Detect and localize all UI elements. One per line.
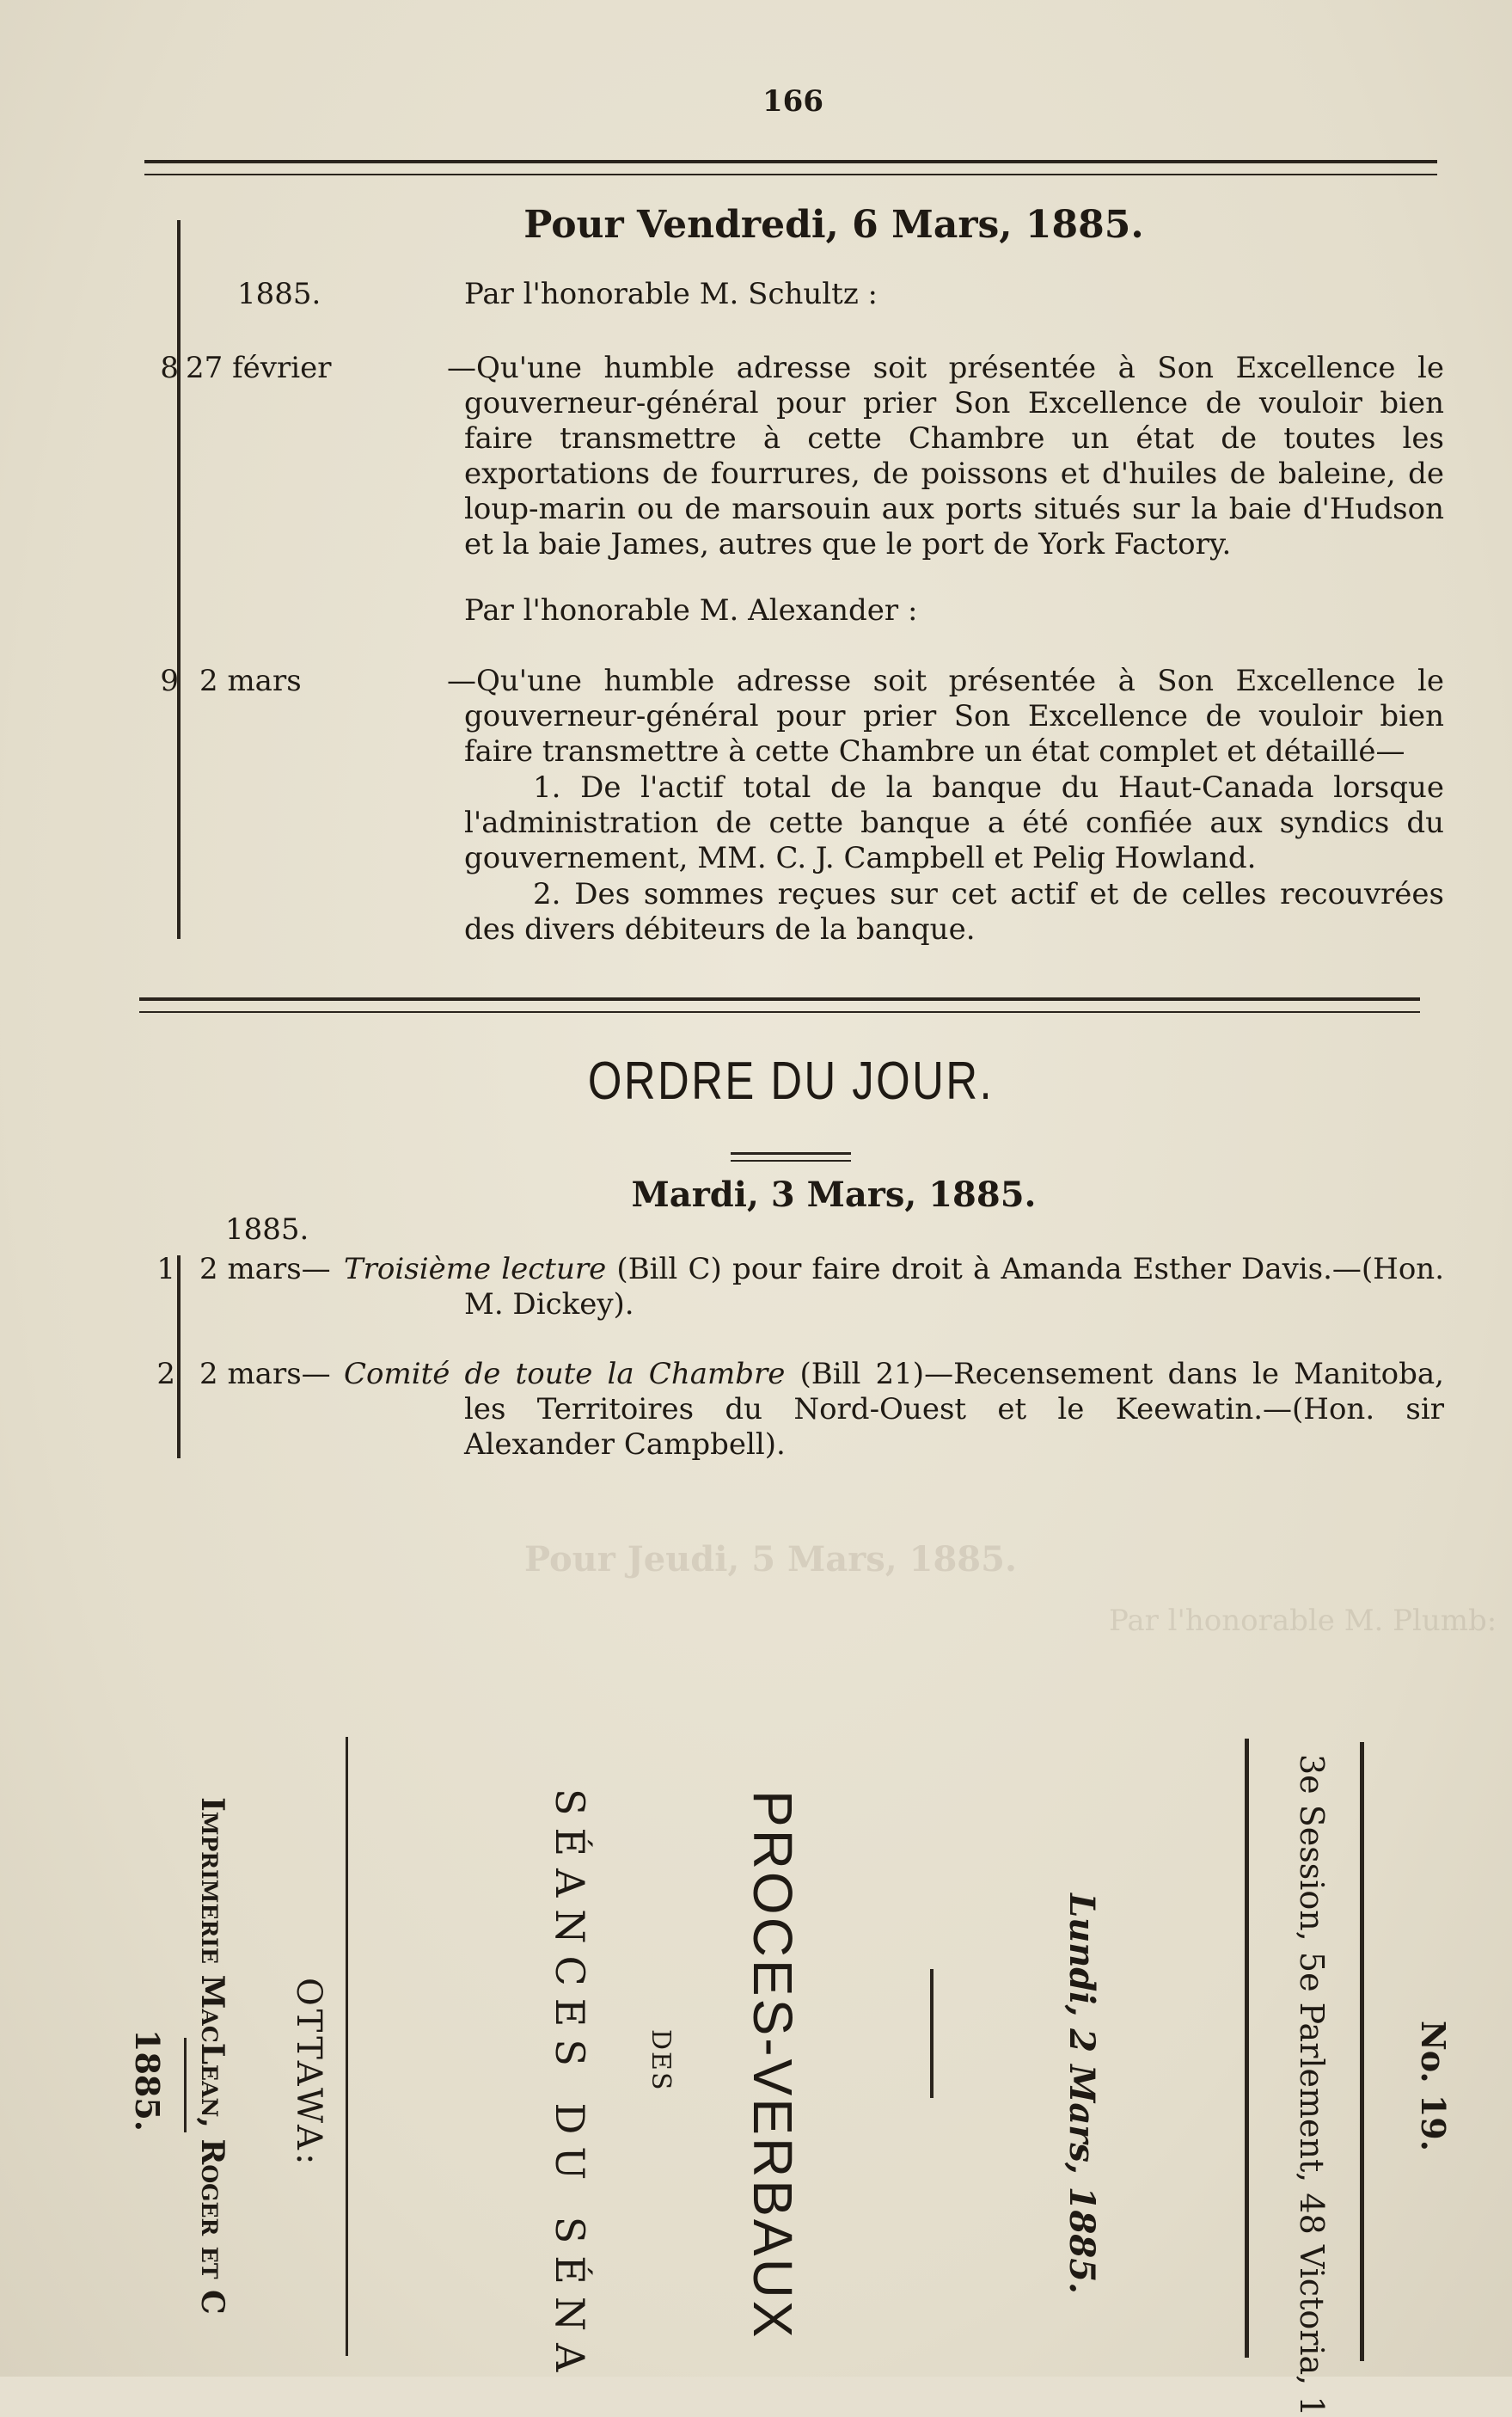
item-number: 1 <box>156 1252 175 1286</box>
cover-rule <box>930 1969 934 2098</box>
motion-number: 9 <box>160 664 179 698</box>
item-description: (Bill 21)—Recensement dans le Manitoba, les Territoires du Nord-Ouest et le Keewatin.—(Hon. sir Alexander Campbell). <box>464 1357 1444 1462</box>
cover-frame-line <box>346 1737 348 2356</box>
item-date: 2 mars— <box>199 1252 331 1286</box>
cover-frame-line <box>1245 1739 1249 2358</box>
section-rule <box>139 997 1420 1013</box>
cover-des: DES <box>646 2029 676 2092</box>
order-item <box>344 1357 1444 1463</box>
item-date: 2 mars— <box>199 1357 331 1391</box>
mover-schultz: Par l'honorable M. Schultz : <box>464 277 878 311</box>
cover-frame-line <box>1360 1742 1364 2361</box>
order-item <box>344 1252 1445 1322</box>
margin-bar <box>177 1255 181 1458</box>
cover-year: 1885. <box>128 2029 167 2132</box>
cover-printer: Imprimerie MacLean, Roger et C <box>194 1797 230 2315</box>
year-label: 1885. <box>237 277 321 311</box>
motion-subitem: 2. Des sommes reçues sur cet actif et de celles recouvrées des divers débiteurs de la banque. <box>464 877 1444 947</box>
item-description: (Bill C) pour faire droit à Amanda Esther Davis.—(Hon. M. Dickey). <box>464 1252 1445 1322</box>
top-rule <box>144 160 1437 175</box>
bleed-through-line: Par l'honorable M. Plumb: <box>1109 1604 1497 1638</box>
margin-bar <box>177 220 181 939</box>
item-stage: Comité de toute la Chambre <box>344 1357 786 1391</box>
item-number: 2 <box>156 1357 175 1391</box>
item-stage: Troisième lecture <box>344 1252 607 1286</box>
cover-title: PROCES-VERBAUX <box>742 1790 804 2340</box>
mover-alexander: Par l'honorable M. Alexander : <box>464 593 918 628</box>
ordre-date-heading: Mardi, 3 Mars, 1885. <box>631 1175 1037 1215</box>
cover-city: OTTAWA: <box>289 1978 328 2169</box>
section-heading: Pour Vendredi, 6 Mars, 1885. <box>523 203 1144 247</box>
motion-subitem: 1. De l'actif total de la banque du Haut-Canada lorsque l'administration de cette banque a été confiée aux syndics du gouvernement, MM. C. J. Campbell et Pelig Howland. <box>464 770 1444 875</box>
ordre-du-jour-title: ORDRE DU JOUR. <box>587 1052 995 1111</box>
page-number: 166 <box>762 84 823 119</box>
rotated-cover <box>0 1711 1512 2417</box>
bleed-through-heading: Pour Jeudi, 5 Mars, 1885. <box>524 1539 1017 1580</box>
motion-date: 2 mars <box>199 664 302 698</box>
cover-subtitle: SÉANCES DU SÉNA <box>547 1788 593 2384</box>
motion-text: —Qu'une humble adresse soit présentée à Son Excellence le gouverneur-général pour prier Son Excellence de vouloir bien faire transmettre à cette Chambre un état complet et détaillé— <box>447 664 1444 769</box>
motion-date: 27 février <box>186 351 332 385</box>
year-label: 1885. <box>225 1212 309 1247</box>
cover-date: Lundi, 2 Mars, 1885. <box>1062 1893 1102 2294</box>
short-rule <box>731 1152 851 1162</box>
motion-number: 8 <box>160 351 179 385</box>
cover-number: No. 19. <box>1414 2021 1453 2151</box>
cover-session: 3e Session, 5e Parlement, 48 Victoria, 1 <box>1293 1754 1331 2417</box>
cover-rule <box>184 2038 187 2132</box>
motion-text: —Qu'une humble adresse soit présentée à Son Excellence le gouverneur-général pour prier Son Excellence de vouloir bien faire transmettre à cette Chambre un état de toutes les exportations de fourrures, de poissons et d'huiles de baleine, de loup-marin ou de marsouin aux ports situés sur la baie d'Hudson et la baie James, autres que le port de York Factory. <box>447 351 1444 561</box>
